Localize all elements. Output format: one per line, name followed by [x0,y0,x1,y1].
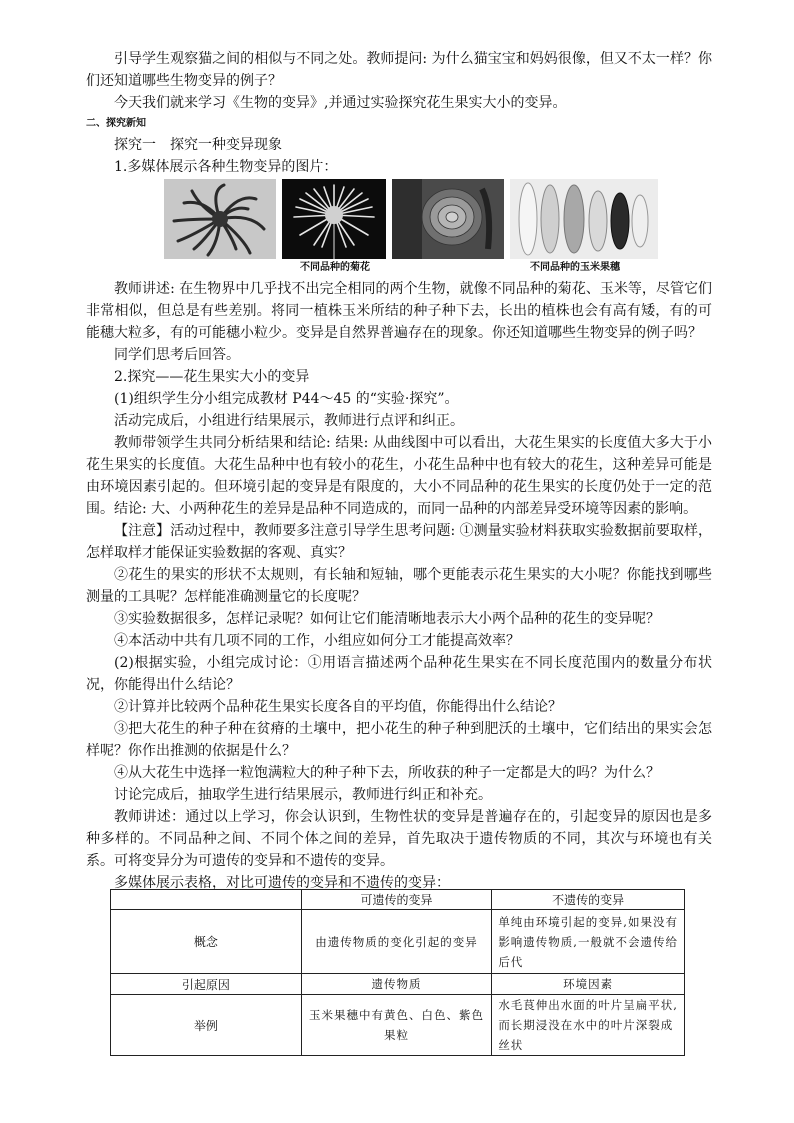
paragraph: 教师讲述: 在生物界中几乎找不出完全相同的两个生物，就像不同品种的菊花、玉米等，尽管它们非常相似，但总是有些差别。将同一植株玉米所结的种子种下去，长出的植株也会有高有矮，有的可能穗大粒多，有的可能穗小粒少。变异是自然界普遍存在的现象。你还知道哪些生物变异的例子吗？ [86,281,712,341]
comparison-table [110,889,685,1056]
paragraph: 【注意】活动过程中，教师要多注意引导学生思考问题: ①测量实验材料获取实验数据前要取样，怎样取样才能保证实验数据的客观、真实？ [86,523,712,561]
paragraph: 教师带领学生共同分析结果和结论: 结果: 从曲线图中可以看出，大花生果实的长度值大多大于小花生果实的长度值。大花生品种中也有较小的花生，小花生品种中也有较大的花生，这种差异可能是由环境因素引起的。但环境引起的变异是有限度的，大小不同品种的花生果实的长度仍处于一定的范围。结论: 大、小两种花生的差异是品种不同造成的，而同一品种的内部差异受环境等因素的影响。 [86,435,712,517]
row-label: 引起原因 [111,974,302,995]
paragraph: 今天我们就来学习《生物的变异》,并通过实验探究花生果实大小的变异。 [114,95,567,111]
list-item: 1.多媒体展示各种生物变异的图片： [114,159,338,175]
corn-photo [510,179,658,259]
table-cell: 环境因素 [492,974,685,995]
table-row [111,910,685,974]
chrysanthemum-photo-3 [392,179,504,259]
chrysanthemum-photo-1 [164,179,276,259]
paragraph: (1)组织学生分小组完成教材 P44～45 的“实验·探究”。 [114,391,459,407]
paragraph: 教师讲述：通过以上学习，你会认识到，生物性状的变异是普遍存在的，引起变异的原因也是多种多样的。不同品种之间、不同个体之间的差异，首先取决于遗传物质的不同，其次与环境也有关系。可将变异分为可遗传的变异和不遗传的变异。 [86,809,712,869]
paragraph: (2)根据实验，小组完成讨论：①用语言描述两个品种花生果实在不同长度范围内的数量分布状况，你能得出什么结论？ [86,655,712,693]
table-header-row [111,890,685,910]
image-row [86,179,712,277]
table-header-cell [111,890,302,910]
chrysanthemum-photo-2 [282,179,386,259]
paragraph: ②计算并比较两个品种花生果实长度各自的平均值，你能得出什么结论？ [114,699,562,715]
table-header-cell: 不遗传的变异 [492,890,685,910]
paragraph: 同学们思考后回答。 [114,347,240,363]
paragraph: 活动完成后，小组进行结果展示，教师进行点评和纠正。 [114,413,464,429]
corn-caption: 不同品种的玉米果穗 [530,262,620,273]
document-page [86,48,712,894]
table-cell: 单纯由环境引起的变异,如果没有影响遗传物质,一般就不会遗传给后代 [492,910,685,974]
table-cell: 玉米果穗中有黄色、白色、紫色果粒 [301,995,492,1056]
row-label: 概念 [111,910,302,974]
inquiry-title: 探究一 探究一种变异现象 [114,137,282,153]
table-row [111,974,685,995]
table-row [111,995,685,1056]
paragraph: 2.探究——花生果实大小的变异 [114,369,310,385]
row-label: 举例 [111,995,302,1056]
paragraph: ③把大花生的种子种在贫瘠的土壤中，把小花生的种子种到肥沃的土壤中，它们结出的果实会怎样呢？你作出推测的依据是什么？ [86,721,712,759]
paragraph: ③实验数据很多，怎样记录呢？如何让它们能清晰地表示大小两个品种的花生的变异呢？ [114,611,660,627]
paragraph: 多媒体展示表格，对比可遗传的变异和不遗传的变异： [114,875,450,891]
paragraph: ④本活动中共有几项不同的工作，小组应如何分工才能提高效率？ [114,633,520,649]
paragraph: ④从大花生中选择一粒饱满粒大的种子种下去，所收获的种子一定都是大的吗？为什么？ [114,765,660,781]
chrysanthemum-caption: 不同品种的菊花 [300,262,370,273]
paragraph: 讨论完成后，抽取学生进行结果展示，教师进行纠正和补充。 [114,787,492,803]
table-cell: 遗传物质 [301,974,492,995]
paragraph: ②花生的果实的形状不太规则，有长轴和短轴，哪个更能表示花生果实的大小呢？你能找到哪些测量的工具呢？怎样能准确测量它的长度呢？ [86,567,712,605]
table-header-cell: 可遗传的变异 [301,890,492,910]
paragraph: 引导学生观察猫之间的相似与不同之处。教师提问: 为什么猫宝宝和妈妈很像，但又不太一样？你们还知道哪些生物变异的例子？ [86,51,712,89]
table-cell: 由遗传物质的变化引起的变异 [301,910,492,974]
table-cell: 水毛茛伸出水面的叶片呈扁平状,而长期浸没在水中的叶片深裂成丝状 [492,995,685,1056]
section-heading: 二、探究新知 [86,118,146,129]
